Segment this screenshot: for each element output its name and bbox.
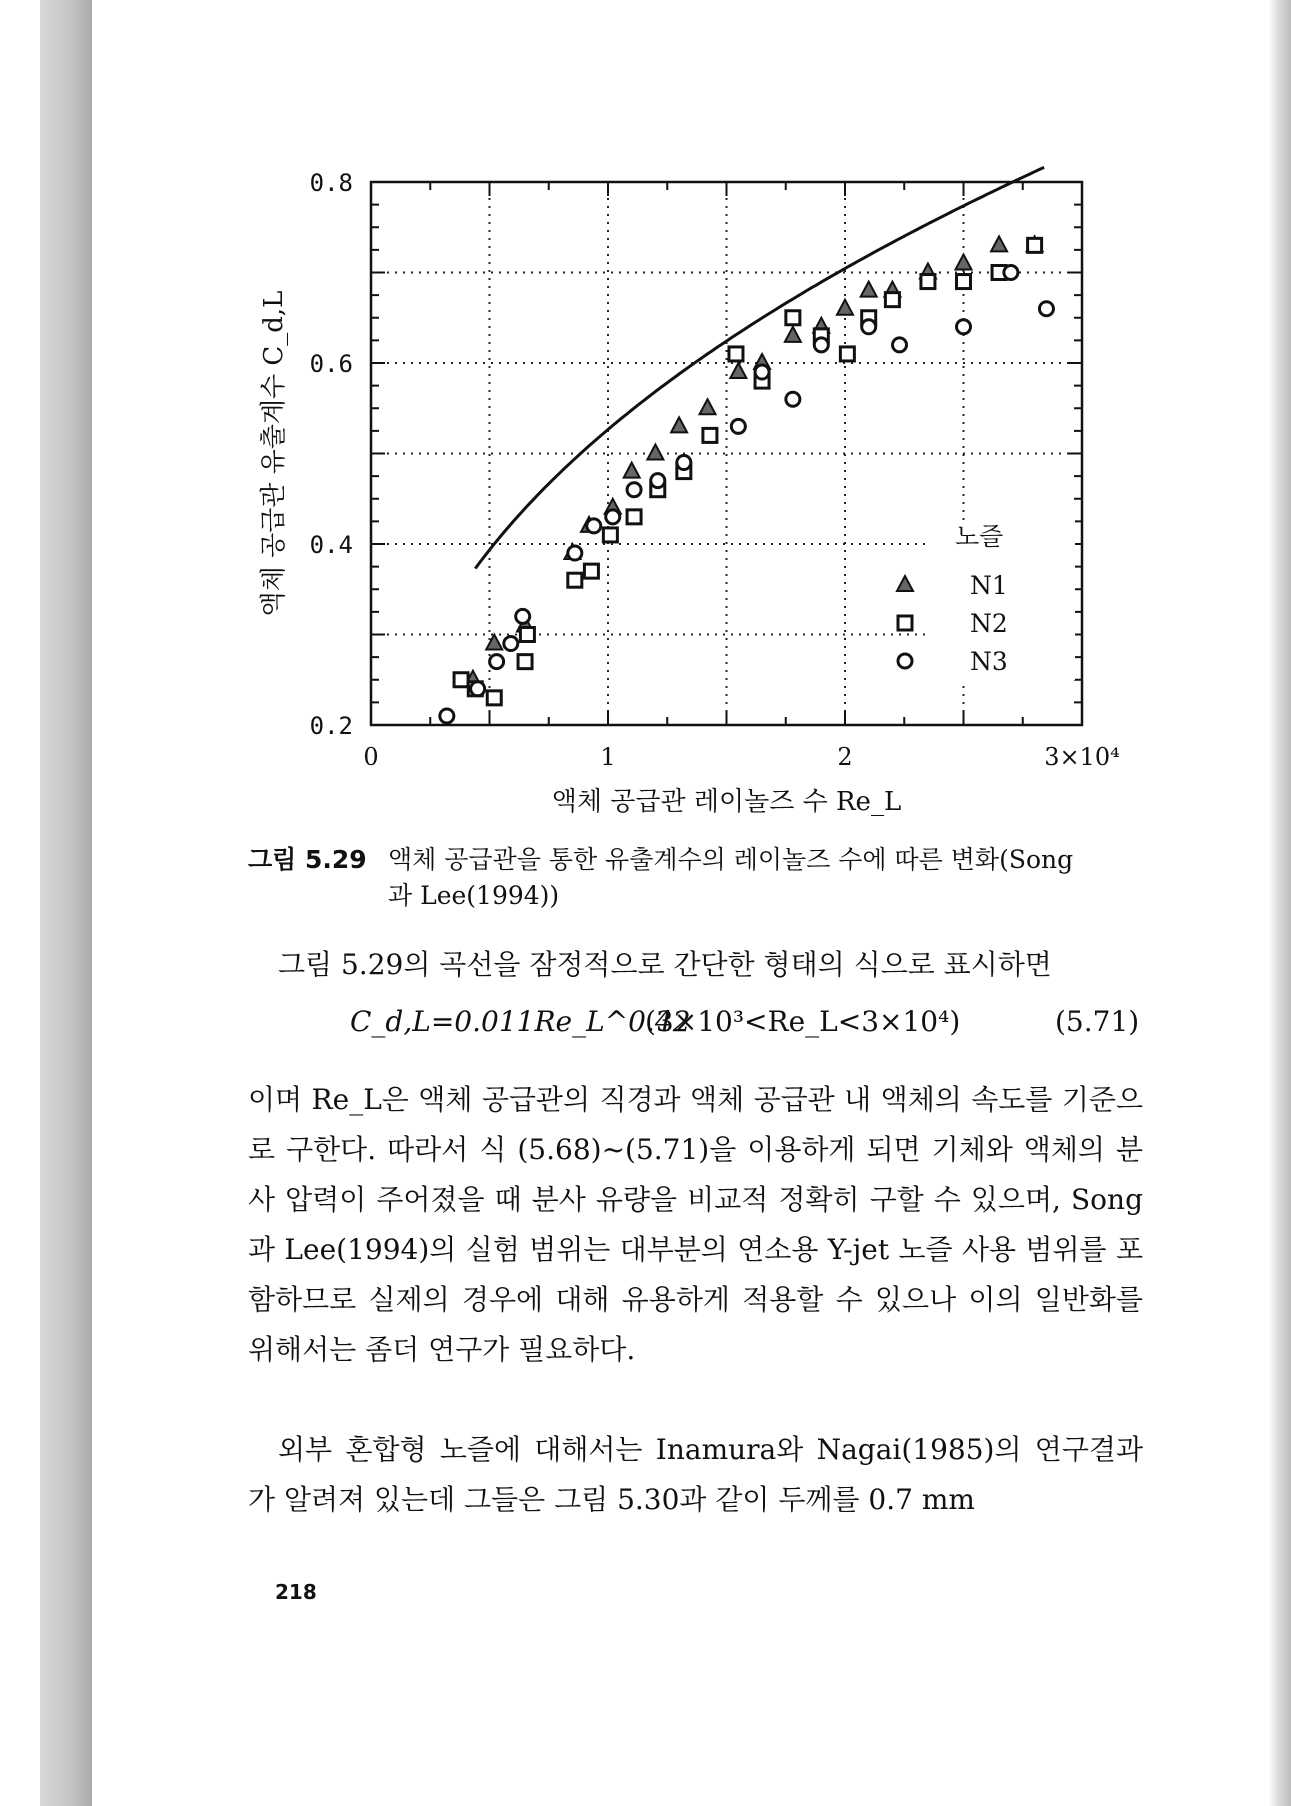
n3-point: [490, 655, 504, 669]
n3-point: [627, 483, 641, 497]
paragraph-1: 이며 Re_L은 액체 공급관의 직경과 액체 공급관 내 액체의 속도를 기준으로 구한다. 따라서 식 (5.68)~(5.71)을 이용하게 되면 기체와 액체의 분사 압력이 주어졌을 때 분사 유량을 비교적 정확히 구할 수 있으며, Song과 Lee(1994)의 실험 범위는 대부분의 연소용 Y-jet 노즐 사용 범위를 포함하므로 실제의 경우에 대해 유용하게 적용할 수 있으나 이의 일반화를 위해서는 좀더 연구가 필요하다.: [248, 1083, 1143, 1366]
n2-point: [520, 628, 534, 642]
x-tick-label: 3×10⁴: [1044, 743, 1120, 771]
x-axis-label: 액체 공급관 레이놀즈 수 Re_L: [551, 787, 902, 817]
intro-text: 그림 5.29의 곡선을 잠정적으로 간단한 형태의 식으로 표시하면: [278, 948, 1052, 981]
x-tick-label: 0: [363, 743, 379, 771]
y-tick-label: 0.2: [309, 712, 353, 740]
caption-line-1: 액체 공급관을 통한 유출계수의 레이놀즈 수에 따른 변화(Song: [388, 845, 1074, 874]
n2-point: [1028, 238, 1042, 252]
y-axis-label: 액체 공급관 유출계수 C_d,L: [259, 290, 289, 617]
equation-number: (5.71): [1055, 1005, 1140, 1038]
n2-point: [454, 673, 468, 687]
figure-caption: [248, 842, 1148, 914]
paragraph-2: 외부 혼합형 노즐에 대해서는 Inamura와 Nagai(1985)의 연구결과가 알려져 있는데 그들은 그림 5.30과 같이 두께를 0.7 mm: [248, 1433, 1143, 1516]
n3-point: [755, 365, 769, 379]
n3-point: [814, 338, 828, 352]
n1-point: [991, 236, 1007, 251]
n2-point: [840, 347, 854, 361]
y-tick-label: 0.6: [309, 350, 353, 378]
n2-point: [786, 311, 800, 325]
n1-point: [785, 327, 801, 342]
legend-marker-n1: [897, 576, 913, 591]
n2-point: [627, 510, 641, 524]
n3-point: [893, 338, 907, 352]
n3-point: [862, 320, 876, 334]
legend-label-n1: N1: [970, 571, 1008, 600]
n3-point: [677, 456, 691, 470]
figure-number: 그림 5.29: [248, 845, 367, 874]
legend-title: 노즐: [955, 522, 1004, 551]
n3-point: [786, 392, 800, 406]
n1-point: [647, 445, 663, 460]
n2-point: [487, 691, 501, 705]
y-tick-label: 0.8: [309, 169, 353, 197]
n3-point: [1004, 266, 1018, 280]
n2-point: [729, 347, 743, 361]
legend-marker-n3: [898, 654, 912, 668]
n3-point: [516, 609, 530, 623]
n3-point: [1039, 302, 1053, 316]
n2-point: [568, 573, 582, 587]
n3-point: [587, 519, 601, 533]
n1-point: [956, 254, 972, 269]
n3-point: [504, 637, 518, 651]
n2-point: [921, 275, 935, 289]
n2-point: [957, 275, 971, 289]
n1-point: [671, 417, 687, 432]
n2-point: [703, 428, 717, 442]
caption-line-2: 과 Lee(1994)): [388, 881, 560, 910]
n3-point: [471, 682, 485, 696]
legend-label-n2: N2: [970, 609, 1008, 638]
n2-point: [518, 655, 532, 669]
scatter-chart: [0, 0, 1291, 840]
n1-point: [730, 363, 746, 378]
n3-point: [606, 510, 620, 524]
x-tick-label: 1: [600, 743, 616, 771]
n2-point: [885, 293, 899, 307]
n3-point: [651, 474, 665, 488]
equation: C_d,L=0.011Re_L^0.42: [350, 1005, 691, 1038]
legend-label-n3: N3: [970, 647, 1008, 676]
n1-point: [837, 300, 853, 315]
page-number: 218: [275, 1580, 317, 1604]
n3-point: [568, 546, 582, 560]
x-tick-label: 2: [837, 743, 853, 771]
n3-point: [731, 419, 745, 433]
n1-point: [486, 635, 502, 650]
n2-point: [603, 528, 617, 542]
n3-point: [957, 320, 971, 334]
n2-point: [584, 564, 598, 578]
y-tick-label: 0.4: [309, 531, 353, 559]
n1-point: [700, 399, 716, 414]
n1-point: [861, 282, 877, 297]
legend-marker-n2: [898, 616, 912, 630]
n3-point: [440, 709, 454, 723]
equation-range: (3×10³<Re_L<3×10⁴): [645, 1005, 961, 1038]
n1-point: [624, 463, 640, 478]
